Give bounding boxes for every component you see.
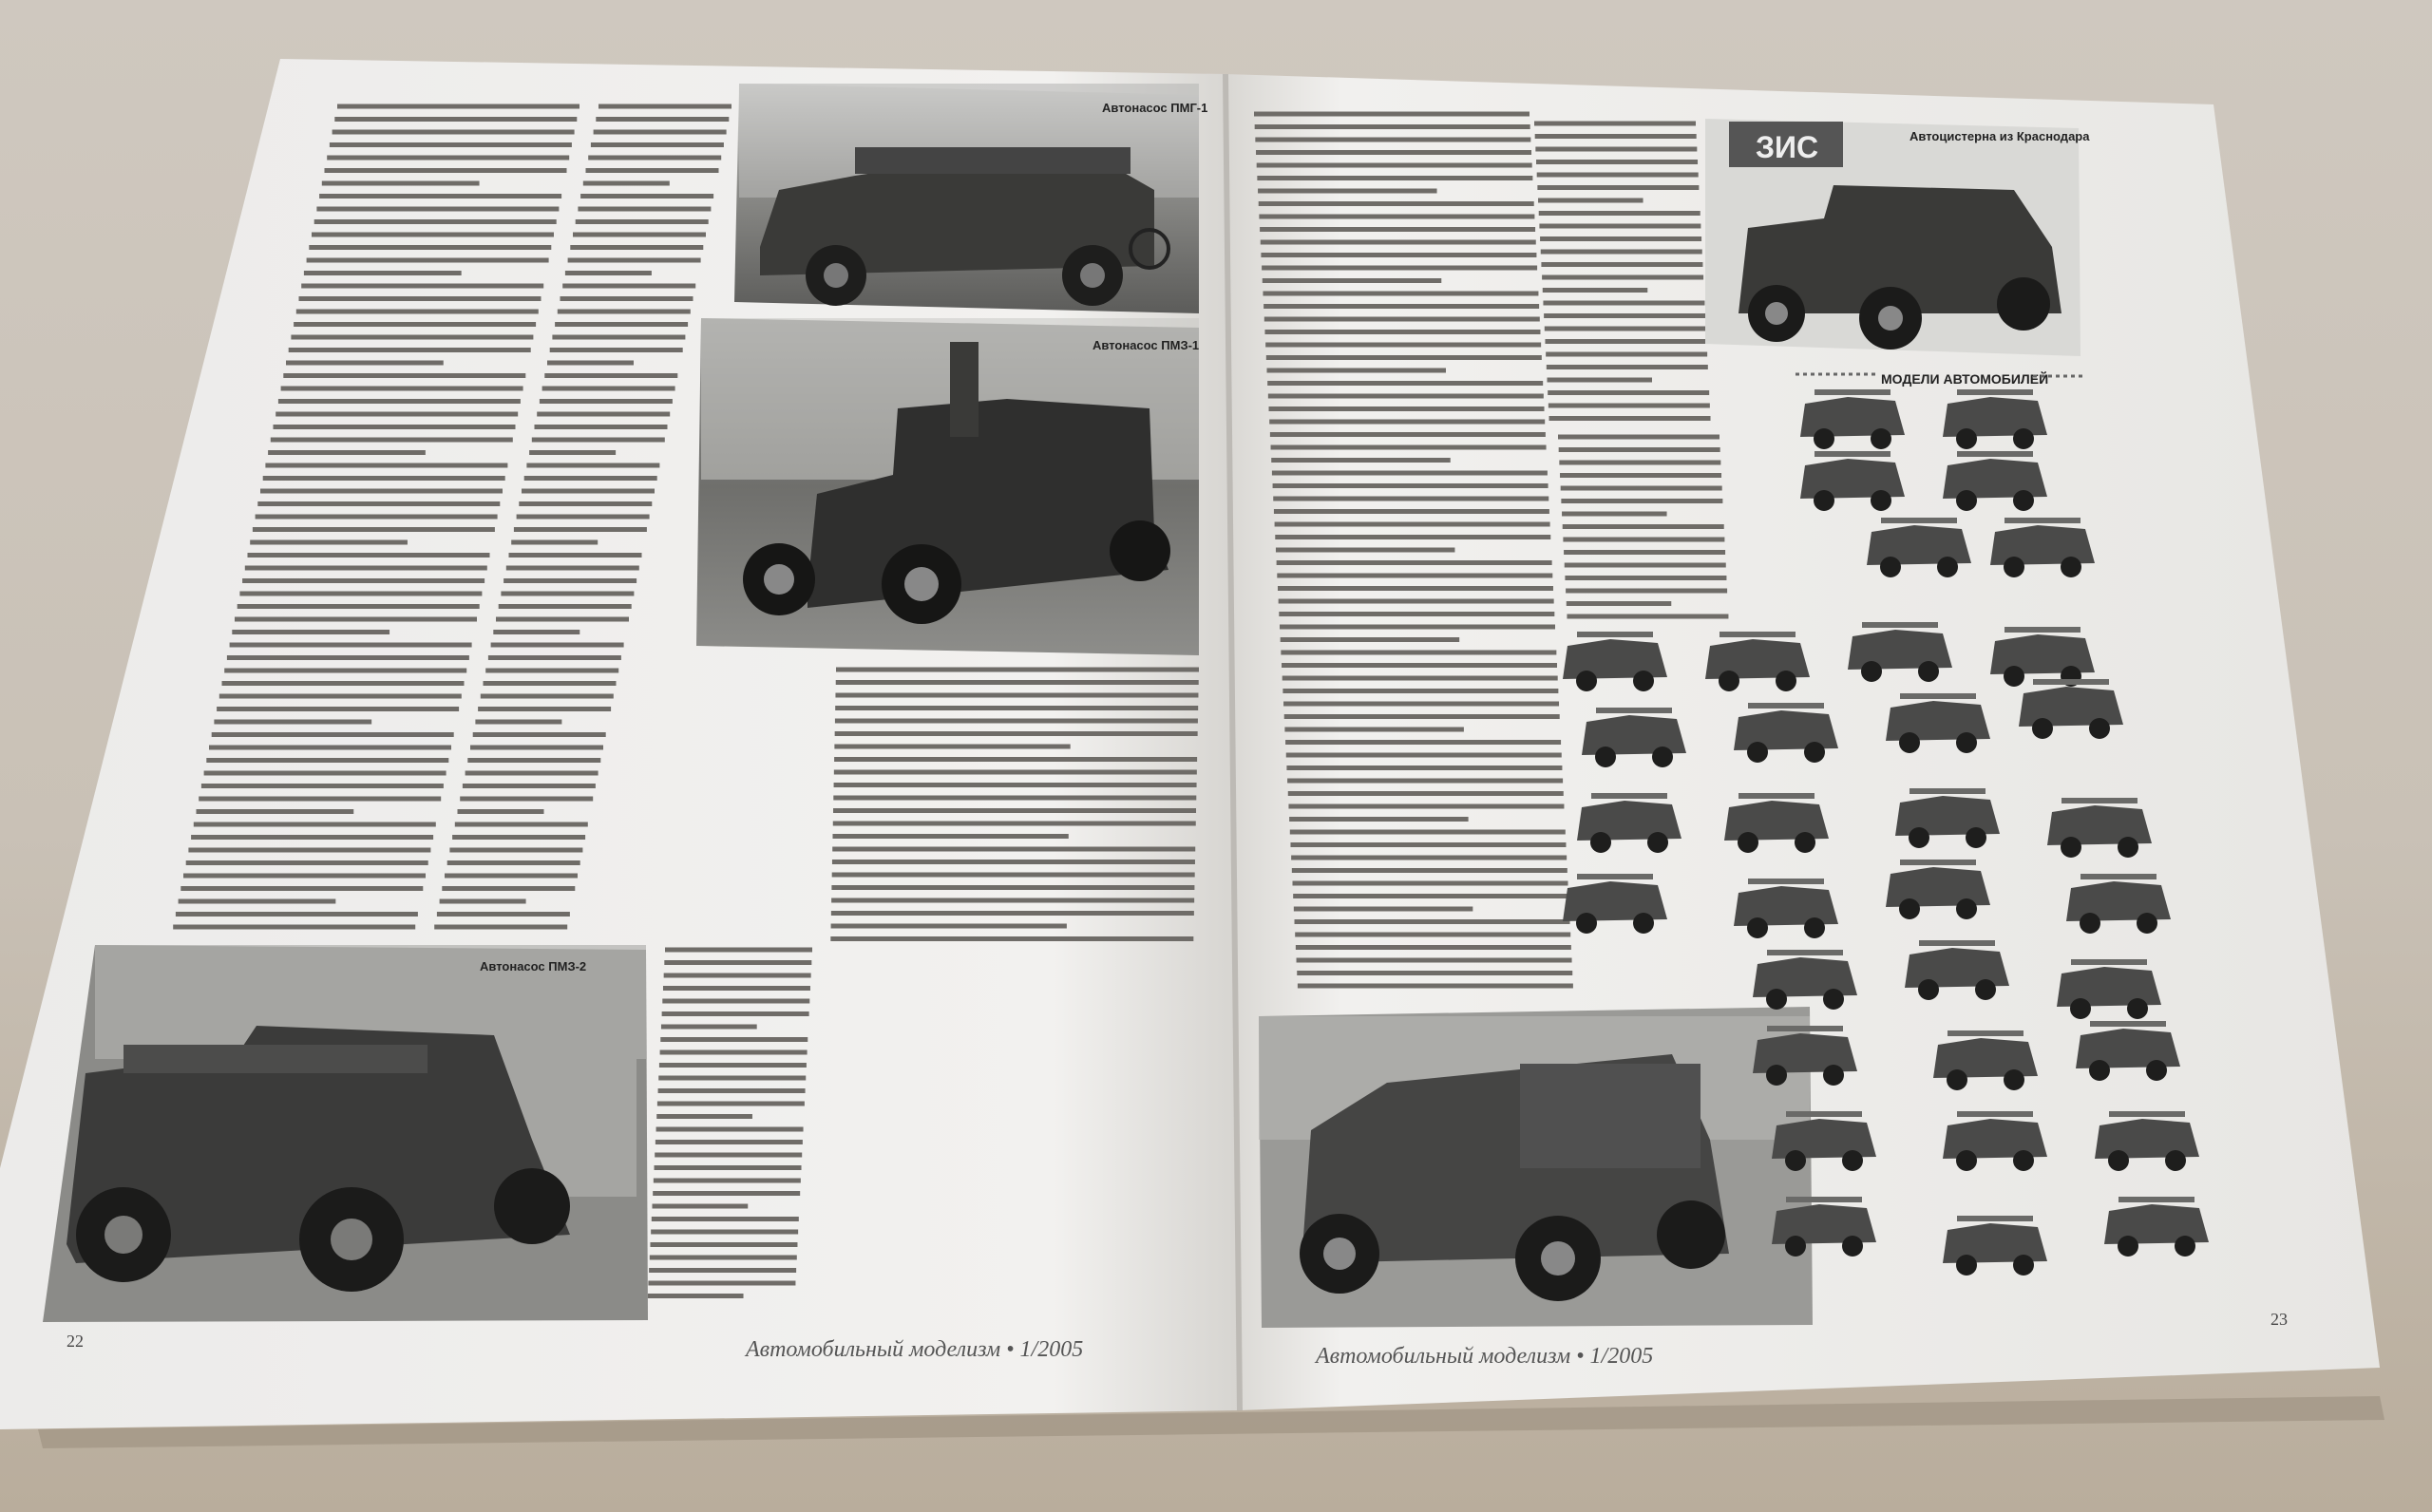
page-number-left: 22 <box>66 1332 84 1351</box>
photo-krasnodar <box>1705 119 2090 356</box>
caption-pmz1: Автонасос ПМЗ-1 <box>1092 338 1200 352</box>
caption-pmg1: Автонасос ПМГ-1 <box>1102 101 1208 115</box>
caption-pmz2: Автонасос ПМЗ-2 <box>480 959 587 973</box>
photo-tanker-truck <box>1259 1007 1813 1328</box>
photo-pmz2 <box>43 945 648 1322</box>
models-heading: МОДЕЛИ АВТОМОБИЛЕЙ <box>1881 371 2049 387</box>
caption-krasnodar: Автоцистерна из Краснодара <box>1910 129 2090 143</box>
photo-sign-zis: ЗИС <box>1756 130 1819 164</box>
footer-left: Автомобильный моделизм • 1/2005 <box>746 1337 1084 1362</box>
photo-pmz1 <box>696 318 1199 655</box>
footer-right: Автомобильный моделизм • 1/2005 <box>1316 1344 1654 1369</box>
right-text-column-3 <box>1558 437 1728 616</box>
page-number-right: 23 <box>2270 1310 2288 1329</box>
photo-pmg1 <box>734 84 1207 313</box>
